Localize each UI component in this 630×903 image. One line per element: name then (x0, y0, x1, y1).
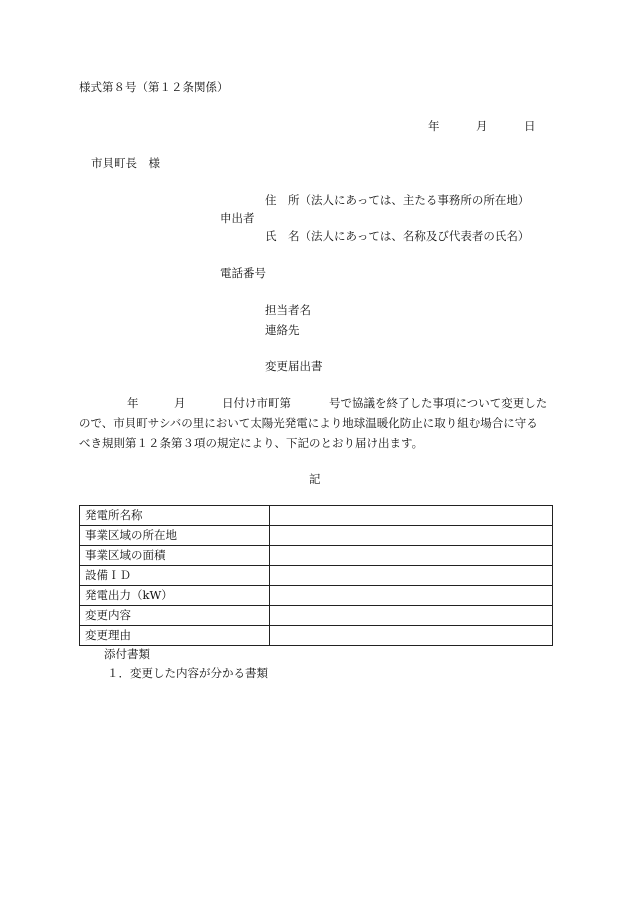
row-value-field[interactable] (270, 526, 553, 546)
body-reference-mid: 日付け市町第 (222, 396, 291, 410)
row-value-field[interactable] (270, 586, 553, 606)
row-label: 発電出力（kW） (80, 586, 270, 606)
phone-label: 電話番号 (220, 266, 266, 280)
row-value-field[interactable] (270, 606, 553, 626)
row-value-field[interactable] (270, 506, 553, 526)
body-year-label: 年 (127, 396, 139, 410)
row-label: 事業区域の面積 (80, 546, 270, 566)
contact-person-label: 担当者名 (265, 303, 311, 317)
row-value-field[interactable] (270, 546, 553, 566)
body-line-3: べき規則第１２条第３項の規定により、下記のとおり届け出ます。 (79, 436, 424, 450)
body-reference-end: 号で協議を終了した事項について変更した (329, 396, 548, 410)
row-label: 変更理由 (80, 626, 270, 646)
row-value-field[interactable] (270, 626, 553, 646)
date-month-label: 月 (476, 119, 488, 133)
document-title: 変更届出書 (265, 359, 323, 373)
table-row (80, 606, 553, 626)
row-value-field[interactable] (270, 566, 553, 586)
row-label: 事業区域の所在地 (80, 526, 270, 546)
table-row (80, 506, 553, 526)
table-row (80, 586, 553, 606)
body-month-label: 月 (174, 396, 186, 410)
applicant-section-label: 申出者 (220, 211, 255, 225)
table-row (80, 526, 553, 546)
contact-label: 連絡先 (265, 323, 300, 337)
row-label: 変更内容 (80, 606, 270, 626)
table-row (80, 626, 553, 646)
table-row (80, 546, 553, 566)
body-line-2: ので、市貝町サシバの里において太陽光発電により地球温暖化防止に取り組む場合に守る (79, 416, 538, 430)
form-number: 様式第８号（第１２条関係） (79, 80, 229, 94)
ki-heading: 記 (309, 472, 321, 486)
details-table (79, 505, 553, 646)
applicant-address-label: 住 所（法人にあっては、主たる事務所の所在地） (265, 193, 530, 207)
table-row (80, 566, 553, 586)
date-year-label: 年 (428, 119, 440, 133)
attachment-item: １．変更した内容が分かる書類 (107, 666, 268, 680)
row-label: 設備ＩＤ (80, 566, 270, 586)
date-day-label: 日 (524, 119, 536, 133)
applicant-name-label: 氏 名（法人にあっては、名称及び代表者の氏名） (265, 229, 530, 243)
row-label: 発電所名称 (80, 506, 270, 526)
attachments-heading: 添付書類 (104, 647, 150, 661)
addressee: 市貝町長 様 (91, 156, 160, 170)
